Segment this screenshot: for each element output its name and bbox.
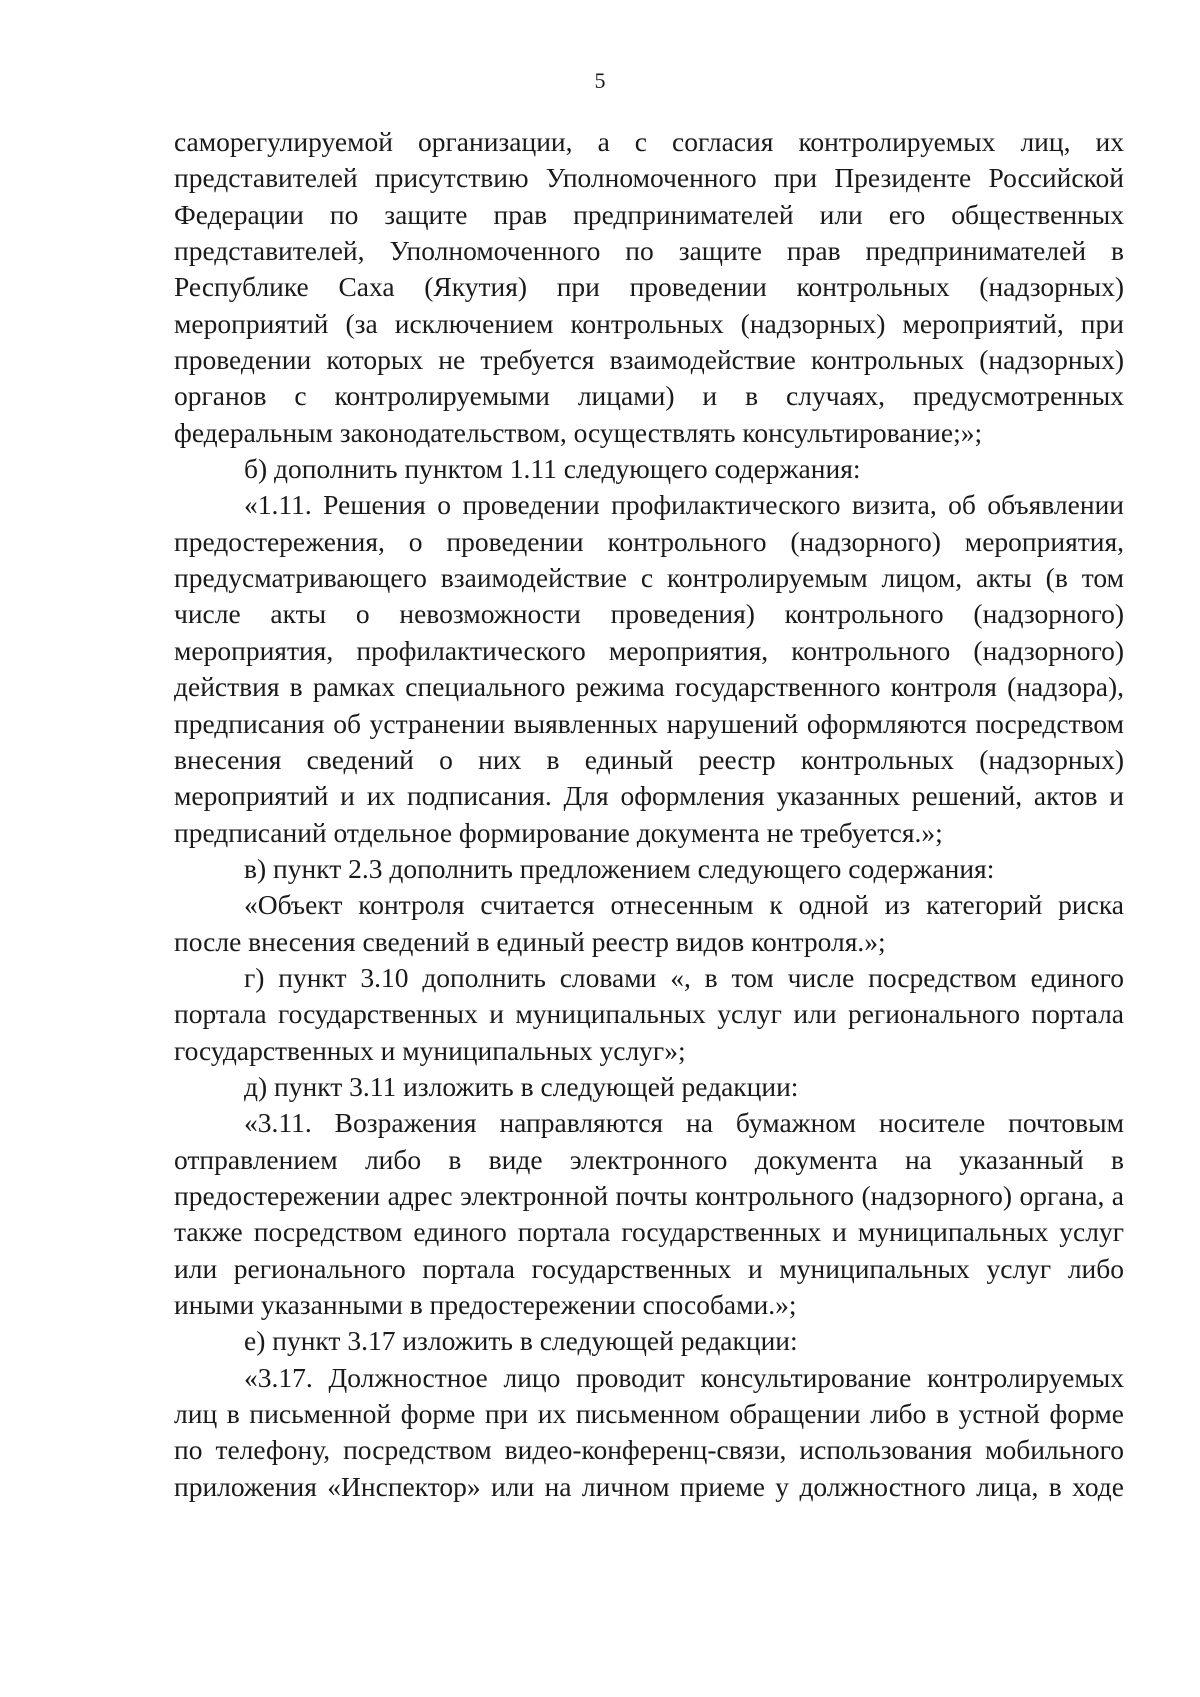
document-body [174,124,1124,1505]
paragraph-item-b: б) дополнить пунктом 1.11 следующего содержания: [244,453,861,485]
paragraph-item-d: д) пункт 3.11 изложить в следующей редакции: [244,1070,799,1102]
paragraph-clause-2-3-addition: «Объект контроля считается отнесенным к одной из категорий риска после внесения сведений в единый реестр видов контроля.»; [174,889,1124,957]
paragraph-continuation: саморегулируемой организации, а с согласия контролируемых лиц, их представителей присутствию Уполномоченного при Президенте Российской Федерации по защите прав предпринимателей или его общественных представителей, Уполномоченного по защите прав предпринимателей в Республике Саха (Якутия) при проведении контрольных (надзорных) мероприятий (за исключением контрольных (надзорных) мероприятий, при проведении которых не требуется взаимодействие контрольных (надзорных) органов с контролируемыми лицами) и в случаях, предусмотренных федеральным законодательством, осуществлять консультирование;»; [174,126,1124,448]
paragraph-clause-3-17: «3.17. Должностное лицо проводит консультирование контролируемых лиц в письменной форме при их письменном обращении либо в устной форме по телефону, посредством видео-конференц-связи, использования мобильного приложения «Инспектор» или на личном приеме у должностного лица, в ходе [174,1361,1124,1502]
paragraph-item-g: г) пункт 3.10 дополнить словами «, в том числе посредством единого портала государственных и муниципальных услуг или регионального портала государственных и муниципальных услуг»; [174,961,1124,1066]
paragraph-clause-1-11: «1.11. Решения о проведении профилактического визита, об объявлении предостережения, о проведении контрольного (надзорного) мероприятия, предусматривающего взаимодействие с контролируемым лицом, акты (в том числе акты о невозможности проведения) контрольного (надзорного) мероприятия, профилактического мероприятия, контрольного (надзорного) действия в рамках специального режима государственного контроля (надзора), предписания об устранении выявленных нарушений оформляются посредством внесения сведений о них в единый реестр контрольных (надзорных) мероприятий и их подписания. Для оформления указанных решений, актов и предписаний отдельное формирование документа не требуется.»; [174,489,1124,848]
paragraph-item-e: е) пункт 3.17 изложить в следующей редакции: [244,1325,798,1357]
paragraph-item-v: в) пункт 2.3 дополнить предложением следующего содержания: [244,852,995,884]
paragraph-clause-3-11: «3.11. Возражения направляются на бумажном носителе почтовым отправлением либо в виде электронного документа на указанный в предостережении адрес электронной почты контрольного (надзорного) органа, а также посредством единого портала государственных и муниципальных услуг или регионального портала государственных и муниципальных услуг либо иными указанными в предостережении способами.»; [174,1107,1124,1320]
page-number: 5 [594,68,606,93]
